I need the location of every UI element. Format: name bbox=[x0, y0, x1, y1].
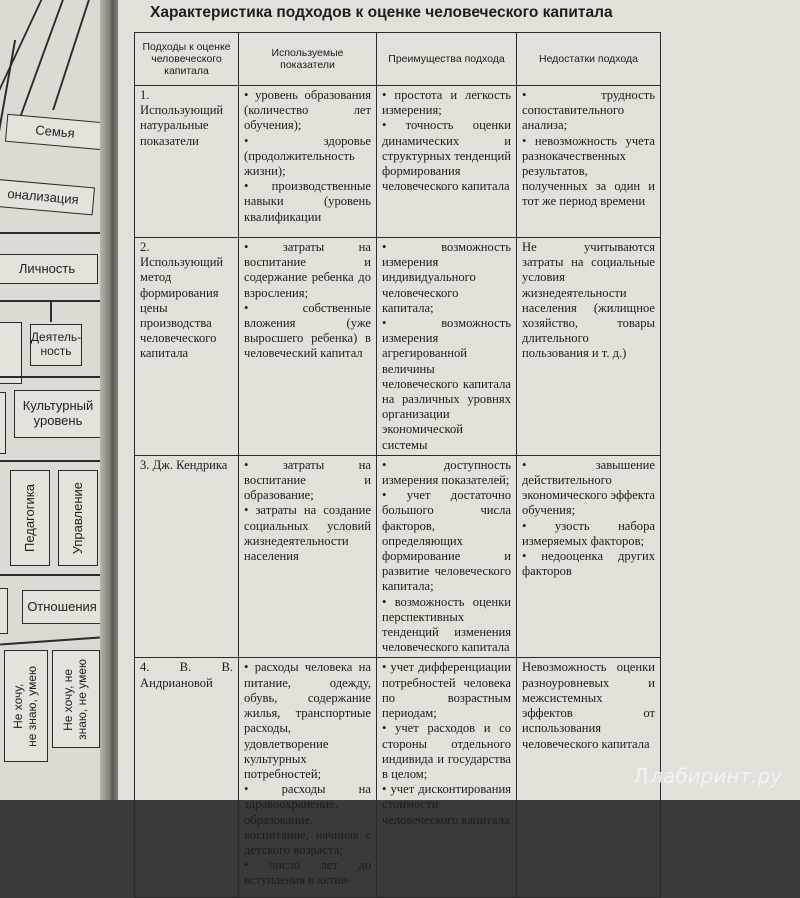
list-item: Невозможность оценки разноуровневых и межсистемных эффектов от использования человеческого капитала bbox=[522, 660, 655, 751]
diagram-line bbox=[0, 460, 100, 462]
cell-approach: 1. Использующий натуральные показатели bbox=[135, 86, 239, 238]
diagram-box-nalizatsiya bbox=[0, 179, 95, 216]
list-item: Не учитываются затраты на социальные условия жизнедеятельности населения (жилищное хозяйство, товары длительного пользования и т. д.) bbox=[522, 240, 655, 361]
list-item: • недооценка других факторов bbox=[522, 549, 655, 579]
list-item: • число лет до вступления в актив- bbox=[244, 858, 371, 888]
list-item: • простота и легкость измерения; bbox=[382, 88, 511, 118]
cell-approach: 4. В. В. Андриановой bbox=[135, 658, 239, 898]
list-item: • невозможность учета разнокачественных результатов, полученных за один и тот же период времени bbox=[522, 133, 655, 209]
diagram-label: Не хочу, не знаю, не умею bbox=[61, 658, 89, 740]
list-item: • учет дифференциации потребностей человека по возрастным периодам; bbox=[382, 660, 511, 721]
list-item: • трудность сопоставительного анализа; bbox=[522, 88, 655, 133]
diagram-box-left-stub-3 bbox=[0, 588, 8, 634]
list-item: • узость набора измеряемых факторов; bbox=[522, 518, 655, 548]
diagram-line bbox=[0, 376, 100, 378]
diagram-label: Семья bbox=[34, 121, 76, 141]
cell-approach: 2. Использующий метод формирования цены производства человеческого капитала bbox=[135, 238, 239, 456]
header-indicators: Используемые показатели bbox=[239, 33, 377, 86]
diagram-box-ne-khochu-2 bbox=[52, 650, 100, 748]
header-advantages: Преимущества подхода bbox=[377, 33, 517, 86]
diagram-label: онализация bbox=[6, 185, 80, 207]
list-item: • затраты на воспитание и образование; bbox=[244, 457, 371, 503]
diagram-box-deyatelnost bbox=[30, 324, 82, 366]
diagram-box-semya bbox=[5, 114, 105, 150]
diagram-label: Педагогика bbox=[21, 484, 37, 552]
diagram-line bbox=[0, 574, 100, 576]
list-item: • точность оценки динамических и структурных тенденций формирования человеческого капитала bbox=[382, 118, 511, 194]
list-item: • расходы человека на питание, одежду, обувь, содержание жилья, транспортные расходы, удовлетворение культурных потребностей; bbox=[244, 660, 371, 781]
table-row bbox=[135, 86, 661, 238]
table-row bbox=[135, 455, 661, 658]
list-item: • учет достаточно большого числа факторов, определяющих формирование и развитие человеческого капитала; bbox=[382, 488, 511, 594]
diagram-box-lichnost bbox=[0, 254, 98, 284]
diagram-box-upravlenie bbox=[58, 470, 98, 566]
cell-indicators bbox=[239, 455, 377, 658]
list-item: • учет расходов и со стороны отдельного индивида и государства в целом; bbox=[382, 721, 511, 781]
cell-disadvantages bbox=[517, 238, 661, 456]
table-row bbox=[135, 238, 661, 456]
diagram-box-otnosheniya bbox=[22, 590, 102, 624]
cell-advantages bbox=[377, 455, 517, 658]
cell-advantages bbox=[377, 658, 517, 898]
diagram-line bbox=[52, 0, 89, 110]
page-title: Характеристика подходов к оценке человеческого капитала bbox=[150, 4, 613, 21]
cell-indicators bbox=[239, 658, 377, 898]
list-item: • завышение действительного экономического эффекта обучения; bbox=[522, 457, 655, 518]
list-item: • затраты на воспитание и содержание ребенка до взросления; bbox=[244, 240, 371, 300]
cell-disadvantages bbox=[517, 455, 661, 658]
list-item: • доступность измерения показателей; bbox=[382, 457, 511, 488]
watermark bbox=[633, 764, 782, 788]
diagram-line bbox=[18, 0, 63, 120]
header-approach: Подходы к оценке человеческого капитала bbox=[135, 33, 239, 86]
diagram-box-pedagogika bbox=[10, 470, 50, 566]
left-page bbox=[0, 0, 112, 800]
diagram-label: Культурный уровень bbox=[22, 398, 94, 428]
list-item: • возможность измерения индивидуального человеческого капитала; bbox=[382, 240, 511, 315]
diagram-label: Личность bbox=[18, 260, 76, 276]
diagram-line bbox=[0, 232, 100, 234]
diagram-label: Отношения bbox=[27, 598, 97, 614]
cell-approach: 3. Дж. Кендрика bbox=[135, 455, 239, 658]
list-item: • учет дисконтирования стоимости человеческого капитала bbox=[382, 782, 511, 827]
diagram-line bbox=[0, 637, 100, 645]
cell-advantages bbox=[377, 238, 517, 456]
diagram-box-left-stub bbox=[0, 322, 22, 384]
diagram-label: Управление bbox=[69, 481, 85, 555]
diagram-box-kulturny bbox=[14, 390, 102, 438]
table-row bbox=[135, 658, 661, 898]
cell-advantages bbox=[377, 86, 517, 238]
labirint-logo-icon: Л bbox=[633, 764, 649, 788]
watermark-text: лабиринт.ру bbox=[650, 764, 782, 788]
cell-disadvantages bbox=[517, 86, 661, 238]
diagram-box-left-stub-2 bbox=[0, 392, 6, 454]
diagram-line bbox=[50, 300, 52, 322]
table-header-row bbox=[135, 33, 661, 86]
list-item: • производственные навыки (уровень квалификации bbox=[244, 179, 371, 224]
approaches-table bbox=[134, 32, 661, 898]
diagram-label: Не хочу, не знаю, умею bbox=[11, 665, 39, 747]
list-item: • здоровье (продолжительность жизни); bbox=[244, 133, 371, 179]
diagram-box-ne-khochu-1 bbox=[4, 650, 48, 762]
header-disadvantages: Недостатки подхода bbox=[517, 33, 661, 86]
cell-indicators bbox=[239, 238, 377, 456]
list-item: • собственные вложения (уже выросшего ребенка) в человеческий капитал bbox=[244, 300, 371, 361]
list-item: • возможность оценки перспективных тенденций изменения человеческого капитала bbox=[382, 594, 511, 655]
list-item: • затраты на создание социальных условий жизнедеятельности населения bbox=[244, 503, 371, 564]
list-item: • уровень образования (количество лет обучения); bbox=[244, 88, 371, 133]
list-item: • возможность измерения агрегированной величины человеческого капитала на различных уровнях организации экономической системы bbox=[382, 316, 511, 452]
cell-indicators bbox=[239, 86, 377, 238]
diagram-label: Деятель- ность bbox=[30, 330, 82, 358]
list-item: • расходы на здравоохранение, образование, воспитание, начиная с детского возраста; bbox=[244, 782, 371, 857]
